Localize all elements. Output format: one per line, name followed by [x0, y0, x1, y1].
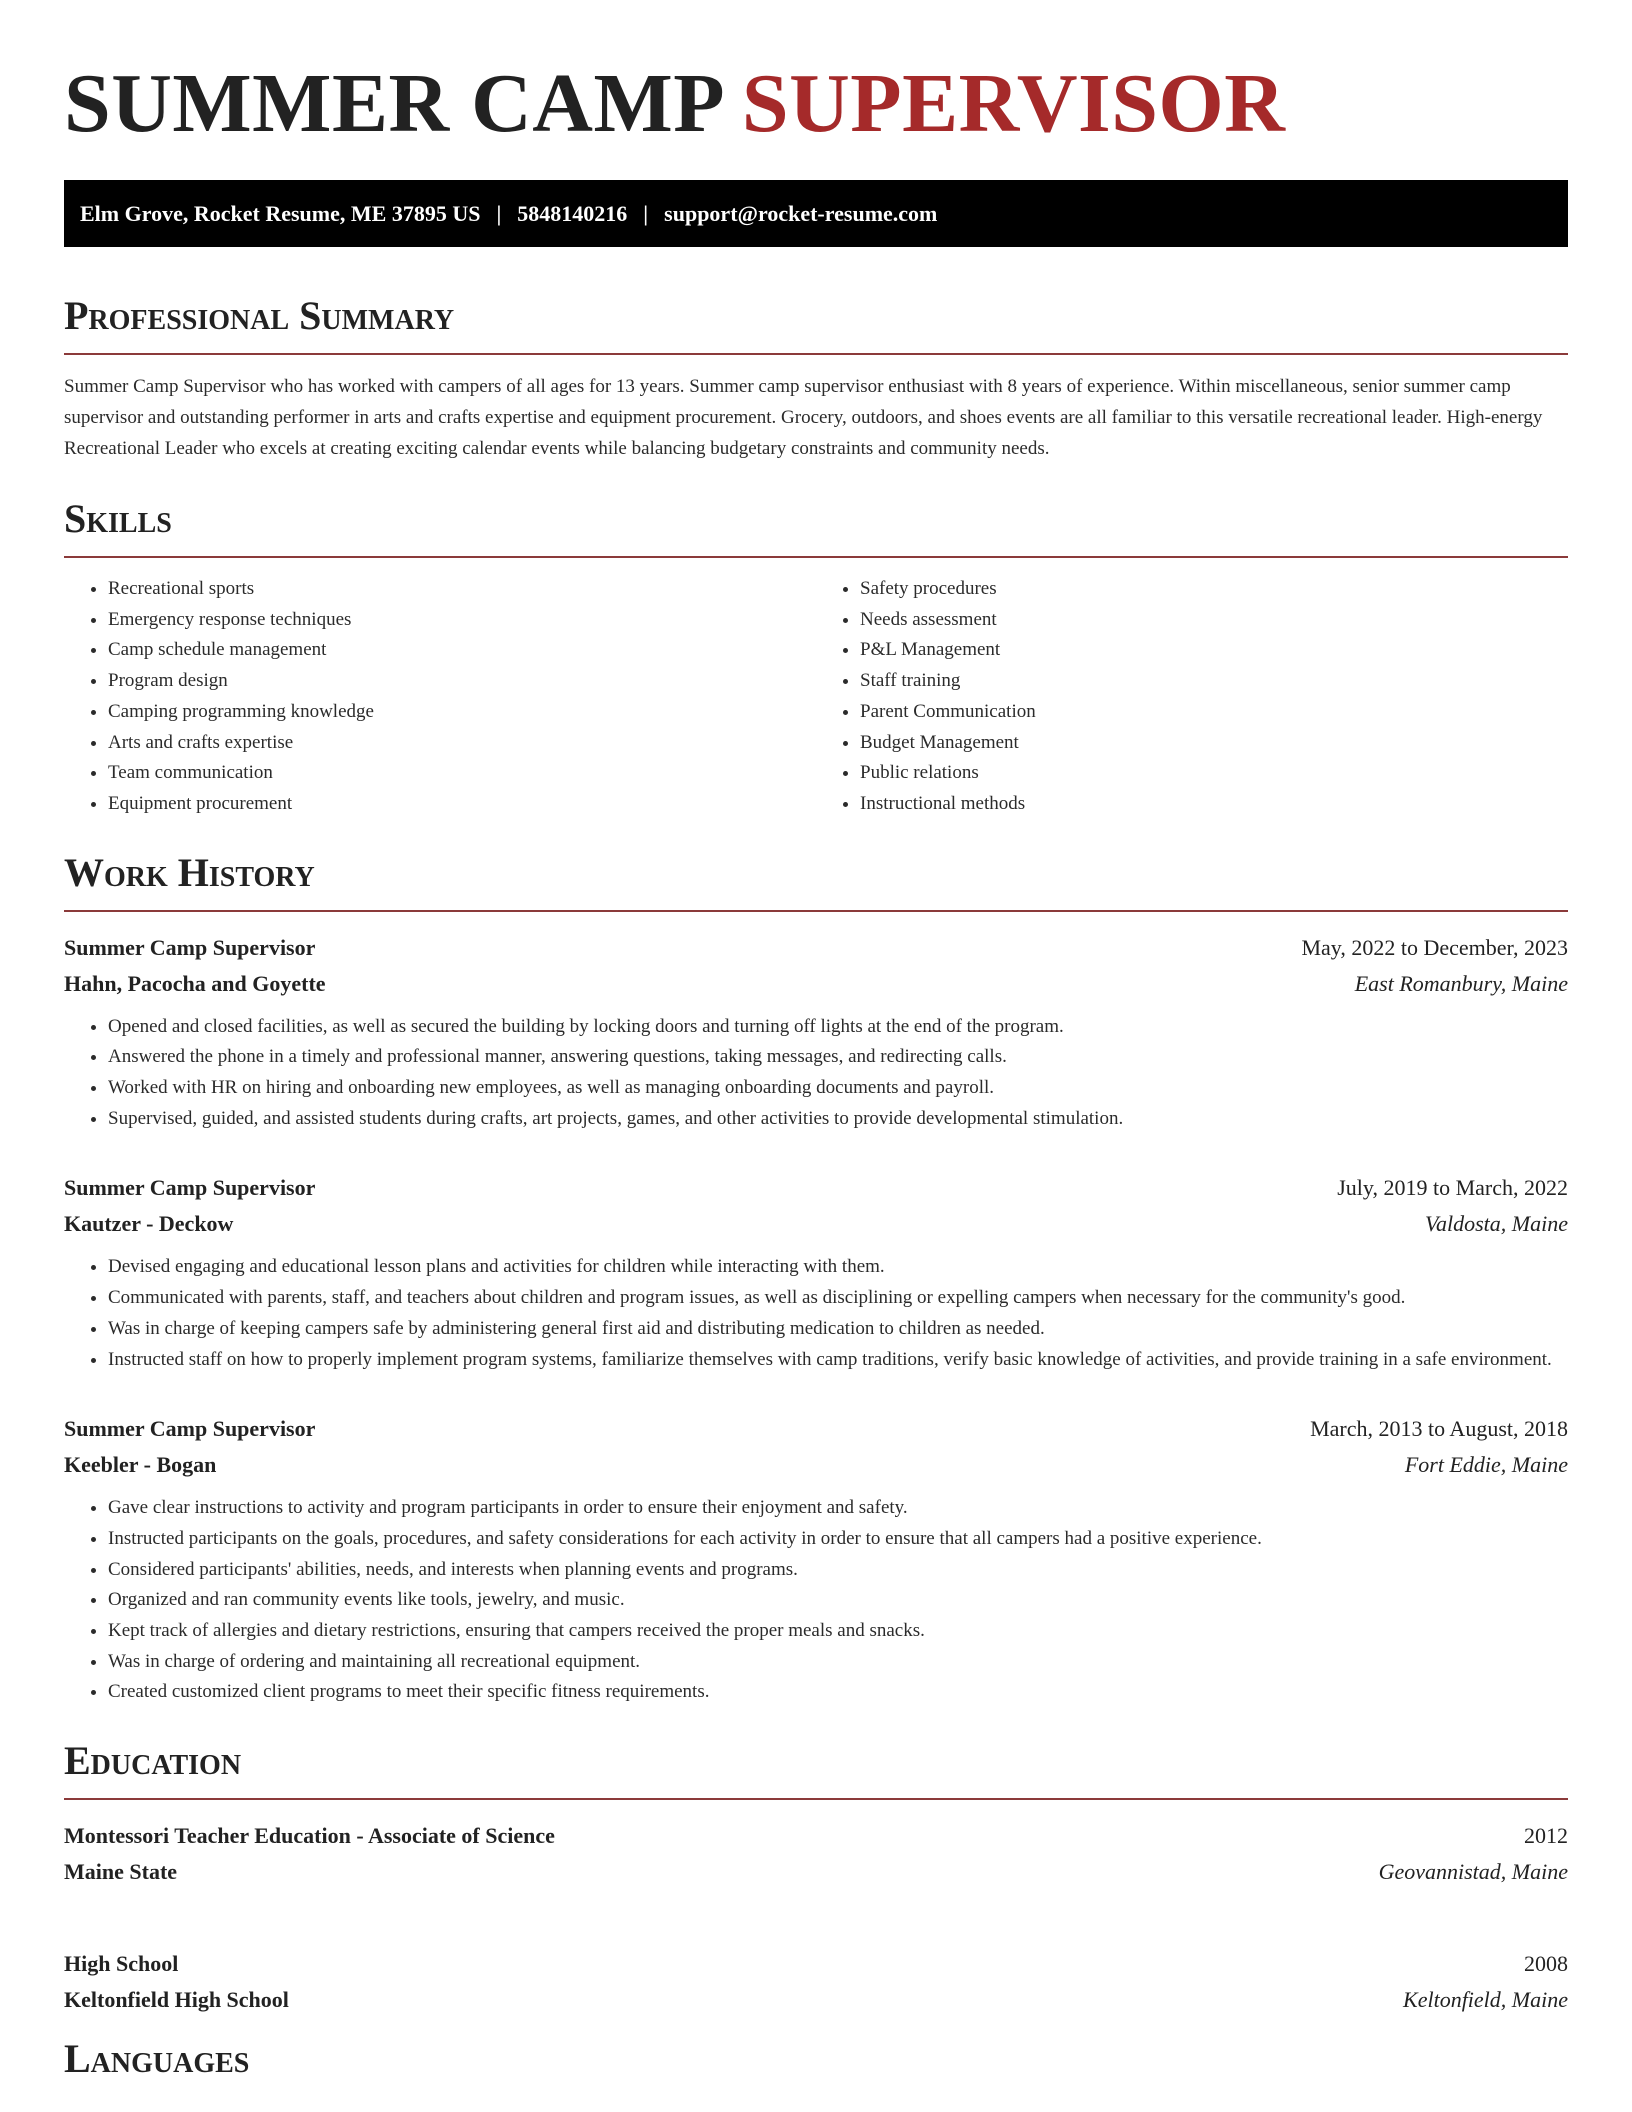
- job-bullet: • Worked with HR on hiring and onboarding new employees, as well as managing onboarding documents and payroll.: [108, 1073, 1568, 1104]
- skill-item: • Recreational sports: [108, 574, 816, 605]
- skill-item: • Needs assessment: [860, 605, 1568, 636]
- skills-heading: Skills: [64, 496, 172, 541]
- skill-item: • Instructional methods: [860, 789, 1568, 820]
- job-bullet: • Was in charge of keeping campers safe by administering general first aid and distributing medication to children as needed.: [108, 1314, 1568, 1345]
- skill-item: • Public relations: [860, 758, 1568, 789]
- job-company: Kautzer - Deckow: [64, 1211, 234, 1237]
- job-dates: May, 2022 to December, 2023: [1301, 934, 1568, 960]
- job-location: Valdosta, Maine: [1425, 1211, 1568, 1237]
- skill-item: • Safety procedures: [860, 574, 1568, 605]
- skill-item: • Team communication: [108, 758, 816, 789]
- job-bullet: • Instructed participants on the goals, procedures, and safety considerations for each activity in order to ensure that all campers had a positive experience.: [108, 1524, 1568, 1555]
- education-location: Keltonfield, Maine: [1403, 1987, 1568, 2013]
- work-history-section: [64, 850, 1568, 1709]
- job-header-row: [64, 1411, 1568, 1447]
- skill-item: • Parent Communication: [860, 697, 1568, 728]
- job-bullet: • Supervised, guided, and assisted students during crafts, art projects, games, and other activities to provide developmental stimulation.: [108, 1104, 1568, 1135]
- job-bullet: • Was in charge of ordering and maintaining all recreational equipment.: [108, 1647, 1568, 1678]
- section-divider: [64, 1798, 1568, 1800]
- job-title: Summer Camp Supervisor: [64, 934, 316, 960]
- work-history-heading: Work History: [64, 849, 315, 895]
- education-location: Geovannistad, Maine: [1378, 1859, 1568, 1885]
- job-bullet: • Answered the phone in a timely and professional manner, answering questions, taking messages, and redirecting calls.: [108, 1042, 1568, 1073]
- contact-separator: |: [643, 200, 649, 226]
- summary-heading: Professional Summary: [64, 293, 455, 338]
- education-school: Maine State: [64, 1859, 178, 1885]
- job-bullet: • Gave clear instructions to activity and program participants in order to ensure their enjoyment and safety.: [108, 1493, 1568, 1524]
- job-entry: [64, 1411, 1568, 1708]
- languages-heading: Languages: [64, 2036, 250, 2082]
- education-section: [64, 1738, 1568, 2018]
- job-bullet: • Organized and ran community events like tools, jewelry, and music.: [108, 1585, 1568, 1616]
- job-header-row: [64, 930, 1568, 966]
- skill-item: • Program design: [108, 666, 816, 697]
- skill-item: • P&L Management: [860, 635, 1568, 666]
- education-year: 2012: [1524, 1823, 1568, 1849]
- job-bullet: • Opened and closed facilities, as well as secured the building by locking doors and turning off lights at the end of the program.: [108, 1012, 1568, 1043]
- job-company-row: [64, 966, 1568, 1002]
- job-header-row: [64, 1170, 1568, 1206]
- name-main: SUMMER CAMP: [64, 57, 721, 150]
- skills-column-left: [64, 574, 816, 820]
- contact-phone: 5848140216: [517, 200, 628, 226]
- education-degree-row: [64, 1818, 1568, 1854]
- contact-separator: |: [496, 200, 502, 226]
- job-location: Fort Eddie, Maine: [1404, 1452, 1568, 1478]
- section-divider: [64, 353, 1568, 355]
- skills-column-right: [816, 574, 1568, 820]
- skill-item: • Arts and crafts expertise: [108, 728, 816, 759]
- section-divider: [64, 556, 1568, 558]
- candidate-name: [64, 0, 1568, 150]
- summary-text: Summer Camp Supervisor who has worked with campers of all ages for 13 years. Summer camp supervisor enthusiast with 8 years of experience. Within miscellaneous, senior summer camp supervisor and outstanding performer in arts and crafts expertise and equipment procurement. Grocery, outdoors, and shoes events are all familiar to this versatile recreational leader. High-energy Recreational Leader who excels at creating exciting calendar events while balancing budgetary constraints and community needs.: [64, 376, 1543, 459]
- job-company: Hahn, Pacocha and Goyette: [64, 970, 326, 996]
- languages-section: [64, 2036, 1568, 2082]
- skill-item: • Emergency response techniques: [108, 605, 816, 636]
- contact-address: Elm Grove, Rocket Resume, ME 37895 US: [80, 200, 481, 226]
- education-heading: Education: [64, 1738, 242, 1784]
- education-degree: High School: [64, 1951, 179, 1977]
- job-title: Summer Camp Supervisor: [64, 1175, 316, 1201]
- job-bullet: • Considered participants' abilities, needs, and interests when planning events and programs.: [108, 1555, 1568, 1586]
- job-location: East Romanbury, Maine: [1354, 970, 1568, 996]
- skill-item: • Camp schedule management: [108, 635, 816, 666]
- job-bullet: • Devised engaging and educational lesson plans and activities for children while interacting with them.: [108, 1252, 1568, 1283]
- job-bullet: • Created customized client programs to meet their specific fitness requirements.: [108, 1677, 1568, 1708]
- education-entry: [64, 1818, 1568, 1890]
- job-bullet: • Communicated with parents, staff, and teachers about children and program issues, as well as disciplining or expelling campers when necessary for the community's good.: [108, 1283, 1568, 1314]
- skills-grid: [64, 574, 1568, 820]
- job-title: Summer Camp Supervisor: [64, 1416, 316, 1442]
- job-company: Keebler - Bogan: [64, 1452, 217, 1478]
- education-degree: Montessori Teacher Education - Associate of Science: [64, 1823, 555, 1849]
- job-dates: July, 2019 to March, 2022: [1337, 1175, 1568, 1201]
- education-school-row: [64, 1982, 1568, 2018]
- education-degree-row: [64, 1946, 1568, 1982]
- skill-item: • Camping programming knowledge: [108, 697, 816, 728]
- skills-section: [64, 496, 1568, 820]
- job-company-row: [64, 1206, 1568, 1242]
- skill-item: • Equipment procurement: [108, 789, 816, 820]
- skill-item: • Staff training: [860, 666, 1568, 697]
- contact-email: support@rocket-resume.com: [664, 200, 938, 226]
- job-company-row: [64, 1447, 1568, 1483]
- job-entry: [64, 1170, 1568, 1375]
- job-bullets: [64, 1252, 1568, 1375]
- job-bullet: • Instructed staff on how to properly implement program systems, familiarize themselves with camp traditions, verify basic knowledge of activities, and provide training in a safe environment.: [108, 1345, 1568, 1376]
- education-entry: [64, 1946, 1568, 2018]
- job-entry: [64, 930, 1568, 1135]
- summary-section: [64, 293, 1568, 464]
- skill-item: • Budget Management: [860, 728, 1568, 759]
- job-bullet: • Kept track of allergies and dietary restrictions, ensuring that campers received the proper meals and snacks.: [108, 1616, 1568, 1647]
- education-school: Keltonfield High School: [64, 1987, 289, 2013]
- job-dates: March, 2013 to August, 2018: [1310, 1416, 1568, 1442]
- section-divider: [64, 910, 1568, 912]
- contact-bar: [64, 180, 1568, 247]
- job-bullets: [64, 1012, 1568, 1135]
- name-accent: SUPERVISOR: [741, 57, 1286, 150]
- education-year: 2008: [1524, 1951, 1568, 1977]
- job-bullets: [64, 1493, 1568, 1708]
- education-school-row: [64, 1854, 1568, 1890]
